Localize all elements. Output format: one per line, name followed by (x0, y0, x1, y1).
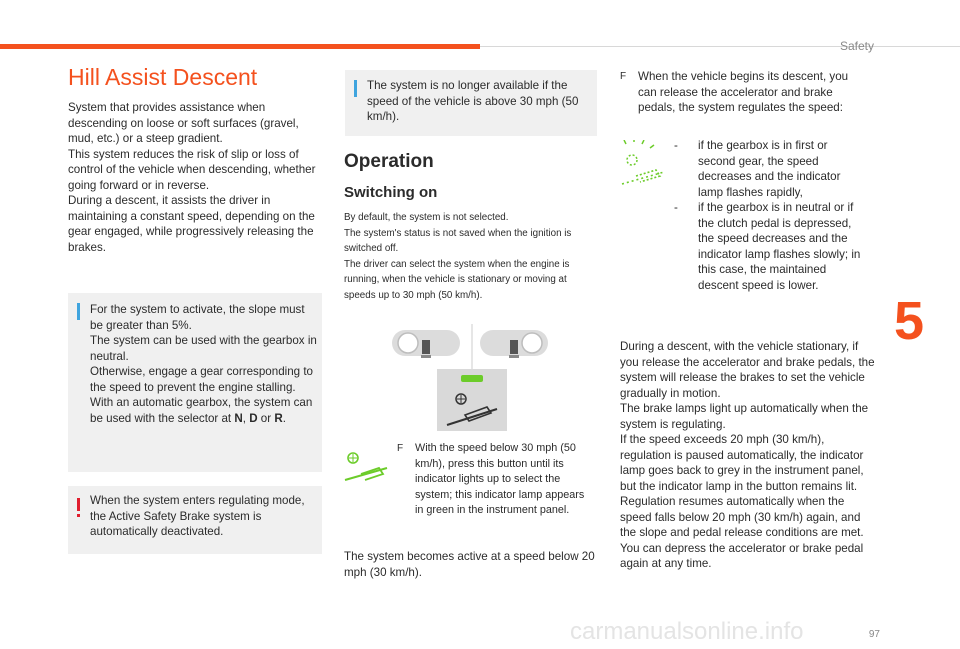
warning-box (68, 486, 322, 554)
console-buttons-icon (392, 322, 552, 372)
info-line: For the system to activate, the slope must be greater than 5%. (90, 303, 305, 332)
bullet-marker: F (397, 443, 404, 454)
header-accent-bar (0, 44, 480, 49)
heading-switching-on: Switching on (344, 184, 438, 201)
warning-text: When the system enters regulating mode, the Active Safety Brake system is automatically deactivated. (90, 494, 305, 538)
switching-on-text: By default, the system is not selected. The system's status is not saved when the ignition is switched off. The driver can select the system when the engine is running, when the vehicle is stationary or moving at speeds up to 30 mph (50 km/h). (344, 212, 572, 301)
info-text: The system is no longer available if the speed of the vehicle is above 30 mph (50 km/h). (367, 79, 579, 123)
intro-paragraph: During a descent, it assists the driver in maintaining a constant speed, depending on the gear engaged, while progressively releasing the brakes. (68, 194, 315, 254)
info-marker-icon (77, 303, 80, 320)
selector-n: N (234, 411, 243, 425)
hill-descent-flashing-icon (620, 140, 666, 186)
selector-r: R (274, 411, 283, 425)
closing-text: During a descent, with the vehicle stationary, if you release the accelerator and brake pedals, the system will release the brakes to set the vehicle gradually in motion. The brake lamps light up automatically when the system is regulating. If the speed exceeds 20 mph (30 km/h), regulation is paused automatically, the indicator lamp goes back to grey in the instrument panel, but the indicator lamp in the button remains lit. Regulation resumes automatically when the speed falls below 20 mph (30 km/h) again, and the slope and pedal release conditions are met. You can depress the accelerator or brake pedal again at any time. (620, 340, 875, 570)
list-item: - if the gearbox is in neutral or if the clutch pedal is depressed, the speed decreases and the indicator lamp flashes slowly; in this case, the maintained descent speed is lower. (674, 201, 861, 292)
bullet-speed-below: F With the speed below 30 mph (50 km/h), press this button until its indicator lights up to select the system; this indicator lamp appears in green in the instrument panel. (397, 441, 593, 519)
info-line: Otherwise, engage a gear corresponding to the speed to prevent the engine stalling. (90, 365, 313, 394)
section-title: Safety (839, 39, 874, 53)
hill-descent-button-icon[interactable] (437, 369, 507, 431)
chapter-number: 5 (894, 291, 925, 351)
info-marker-icon (354, 80, 357, 97)
info-line: The system can be used with the gearbox in neutral. (90, 334, 317, 363)
selector-d: D (249, 411, 258, 425)
list-item: - if the gearbox is in first or second gear, the speed decreases and the indicator lamp flashes rapidly, (674, 139, 841, 199)
warning-marker-icon (77, 498, 80, 511)
page-number: 97 (868, 629, 880, 640)
intro-paragraph: System that provides assistance when descending on loose or soft surfaces (gravel, mud, etc.) or a steep gradient. (68, 101, 299, 145)
intro-paragraph: This system reduces the risk of slip or loss of control of the vehicle when descending, whether going forward or in reverse. (68, 147, 316, 192)
heading-operation: Operation (344, 151, 434, 172)
hill-descent-icon (343, 448, 389, 482)
intro-text (68, 100, 316, 255)
info-box-availability (345, 70, 597, 136)
bullet-marker: F (620, 71, 627, 82)
watermark: carmanualsonline.info (570, 618, 804, 645)
becomes-active-text: The system becomes active at a speed below 20 mph (30 km/h). (344, 550, 595, 579)
bullet-descent-begins: F When the vehicle begins its descent, you can release the accelerator and brake pedals, the system regulates the speed: (620, 70, 849, 114)
page-title: Hill Assist Descent (68, 64, 258, 90)
info-line-automatic: With an automatic gearbox, the system can be used with the selector at N, D or R. (90, 396, 313, 425)
info-box-conditions (68, 293, 322, 472)
gear-cases-list (674, 138, 868, 293)
header-rule (480, 46, 960, 47)
